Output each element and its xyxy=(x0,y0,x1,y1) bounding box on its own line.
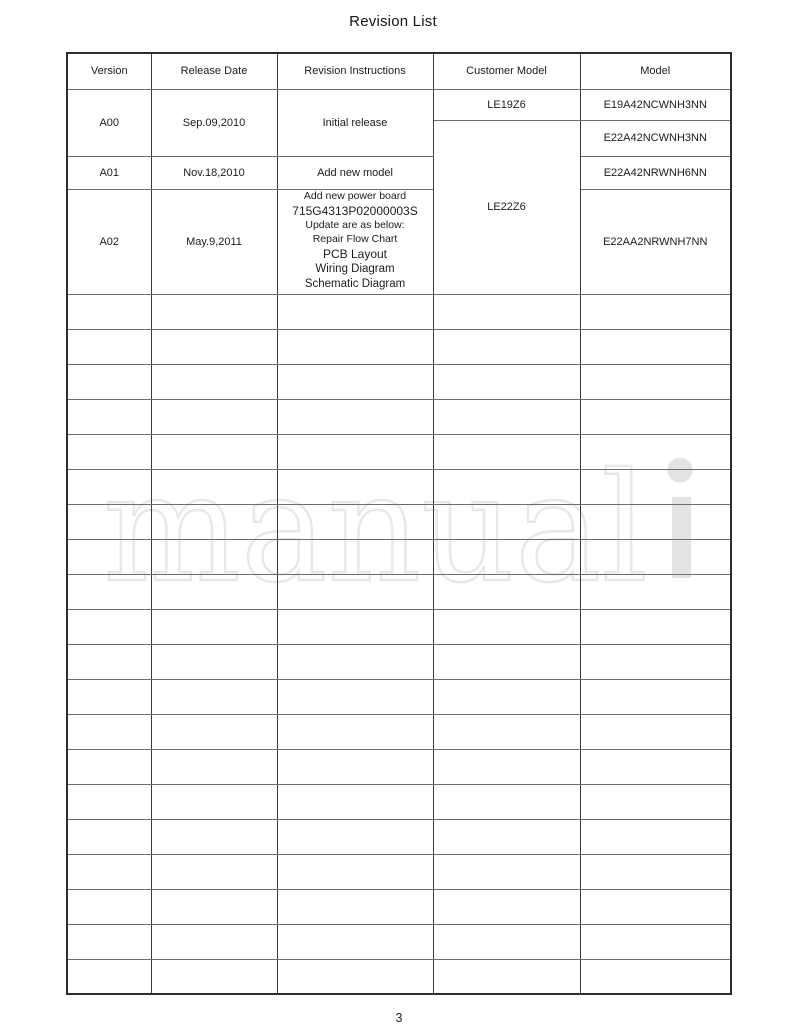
instruction-line: Update are as below: xyxy=(305,219,405,232)
revision-table-body xyxy=(67,53,731,994)
empty-cell xyxy=(67,329,151,364)
release-date-cell: Sep.09,2010 xyxy=(151,89,277,156)
empty-table-row xyxy=(67,924,731,959)
empty-cell xyxy=(433,434,580,469)
empty-cell xyxy=(580,644,731,679)
revision-instructions-cell: Add new model xyxy=(277,156,433,189)
instruction-line: Wiring Diagram xyxy=(315,262,395,275)
instruction-line: Add new power board xyxy=(303,190,407,202)
empty-cell xyxy=(67,364,151,399)
empty-cell xyxy=(277,364,433,399)
empty-cell xyxy=(277,819,433,854)
empty-table-row xyxy=(67,959,731,994)
empty-cell xyxy=(433,714,580,749)
empty-cell xyxy=(433,889,580,924)
empty-cell xyxy=(67,539,151,574)
empty-cell xyxy=(151,714,277,749)
empty-cell xyxy=(580,854,731,889)
empty-cell xyxy=(151,504,277,539)
empty-cell xyxy=(151,364,277,399)
empty-cell xyxy=(67,924,151,959)
empty-cell xyxy=(67,504,151,539)
empty-cell xyxy=(151,679,277,714)
instruction-line: 715G4313P02000003S xyxy=(292,203,418,218)
page-number: 3 xyxy=(395,1011,403,1025)
empty-table-row xyxy=(67,539,731,574)
instruction-line: Repair Flow Chart xyxy=(312,232,398,245)
empty-cell xyxy=(277,714,433,749)
empty-cell xyxy=(433,609,580,644)
empty-table-row xyxy=(67,819,731,854)
empty-cell xyxy=(67,609,151,644)
empty-cell xyxy=(151,889,277,924)
empty-table-row xyxy=(67,854,731,889)
empty-cell xyxy=(67,889,151,924)
empty-cell xyxy=(433,854,580,889)
empty-cell xyxy=(433,399,580,434)
header-row xyxy=(67,53,731,89)
empty-cell xyxy=(277,644,433,679)
empty-cell xyxy=(151,644,277,679)
revision-instructions-cell: Initial release xyxy=(277,89,433,156)
empty-cell xyxy=(433,329,580,364)
empty-cell xyxy=(151,784,277,819)
model-cell: E19A42NCWNH3NN xyxy=(580,89,731,120)
empty-cell xyxy=(433,504,580,539)
empty-table-row xyxy=(67,364,731,399)
empty-cell xyxy=(67,399,151,434)
empty-table-row xyxy=(67,889,731,924)
empty-cell xyxy=(277,679,433,714)
empty-cell xyxy=(433,819,580,854)
empty-table-row xyxy=(67,644,731,679)
empty-cell xyxy=(277,749,433,784)
instruction-line: Schematic Diagram xyxy=(304,278,406,291)
model-cell: E22A42NRWNH6NN xyxy=(580,156,731,189)
model-cell: E22AA2NRWNH7NN xyxy=(580,189,731,294)
table-row xyxy=(67,189,731,294)
revision-instructions-cell xyxy=(277,189,433,294)
empty-cell xyxy=(580,679,731,714)
column-header-revision-instructions: Revision Instructions xyxy=(277,53,433,89)
empty-cell xyxy=(151,574,277,609)
empty-cell xyxy=(151,399,277,434)
empty-cell xyxy=(580,959,731,994)
empty-cell xyxy=(151,434,277,469)
empty-table-row xyxy=(67,294,731,329)
empty-table-row xyxy=(67,329,731,364)
empty-cell xyxy=(580,714,731,749)
column-header-release-date: Release Date xyxy=(151,53,277,89)
empty-cell xyxy=(151,469,277,504)
empty-cell xyxy=(67,679,151,714)
empty-cell xyxy=(67,819,151,854)
empty-cell xyxy=(67,959,151,994)
release-date-cell: May.9,2011 xyxy=(151,189,277,294)
customer-model-cell: LE22Z6 xyxy=(433,120,580,294)
empty-cell xyxy=(277,854,433,889)
column-header-version: Version xyxy=(67,53,151,89)
empty-cell xyxy=(151,819,277,854)
empty-cell xyxy=(580,749,731,784)
empty-cell xyxy=(580,609,731,644)
empty-cell xyxy=(433,784,580,819)
empty-cell xyxy=(580,399,731,434)
empty-table-row xyxy=(67,609,731,644)
empty-cell xyxy=(580,819,731,854)
instruction-line: PCB Layout xyxy=(322,246,388,261)
empty-cell xyxy=(151,854,277,889)
empty-cell xyxy=(277,399,433,434)
empty-cell xyxy=(580,504,731,539)
empty-cell xyxy=(277,539,433,574)
empty-cell xyxy=(433,959,580,994)
empty-cell xyxy=(277,469,433,504)
empty-cell xyxy=(580,329,731,364)
column-header-customer-model: Customer Model xyxy=(433,53,580,89)
empty-cell xyxy=(433,469,580,504)
empty-cell xyxy=(433,679,580,714)
empty-cell xyxy=(580,364,731,399)
empty-cell xyxy=(67,294,151,329)
empty-cell xyxy=(151,749,277,784)
empty-cell xyxy=(433,539,580,574)
empty-cell xyxy=(580,924,731,959)
empty-cell xyxy=(580,574,731,609)
empty-cell xyxy=(277,504,433,539)
column-header-model: Model xyxy=(580,53,731,89)
empty-cell xyxy=(277,924,433,959)
empty-cell xyxy=(433,644,580,679)
release-date-cell: Nov.18,2010 xyxy=(151,156,277,189)
empty-cell xyxy=(67,469,151,504)
empty-cell xyxy=(277,889,433,924)
watermark-outline-text: manual xyxy=(103,442,648,600)
empty-cell xyxy=(151,924,277,959)
empty-cell xyxy=(433,294,580,329)
empty-cell xyxy=(151,959,277,994)
empty-cell xyxy=(67,749,151,784)
empty-cell xyxy=(67,644,151,679)
model-cell: E22A42NCWNH3NN xyxy=(580,120,731,156)
page-title: Revision List xyxy=(349,13,437,30)
empty-cell xyxy=(277,434,433,469)
empty-cell xyxy=(151,294,277,329)
empty-cell xyxy=(580,294,731,329)
empty-cell xyxy=(433,749,580,784)
empty-table-row xyxy=(67,679,731,714)
table-row xyxy=(67,156,731,189)
customer-model-cell: LE19Z6 xyxy=(433,89,580,120)
table-row xyxy=(67,89,731,120)
empty-table-row xyxy=(67,574,731,609)
empty-cell xyxy=(277,784,433,819)
empty-cell xyxy=(277,294,433,329)
empty-cell xyxy=(580,784,731,819)
empty-cell xyxy=(151,539,277,574)
empty-table-row xyxy=(67,504,731,539)
empty-cell xyxy=(433,924,580,959)
empty-cell xyxy=(67,714,151,749)
revision-table xyxy=(66,52,732,995)
empty-cell xyxy=(433,364,580,399)
version-cell: A02 xyxy=(67,189,151,294)
empty-cell xyxy=(580,434,731,469)
empty-cell xyxy=(277,609,433,644)
empty-table-row xyxy=(67,399,731,434)
empty-cell xyxy=(67,854,151,889)
empty-table-row xyxy=(67,784,731,819)
empty-cell xyxy=(151,329,277,364)
empty-cell xyxy=(151,609,277,644)
empty-cell xyxy=(580,889,731,924)
empty-cell xyxy=(277,329,433,364)
empty-cell xyxy=(580,469,731,504)
empty-cell xyxy=(433,574,580,609)
empty-cell xyxy=(277,959,433,994)
version-cell: A01 xyxy=(67,156,151,189)
empty-table-row xyxy=(67,469,731,504)
empty-cell xyxy=(67,434,151,469)
empty-cell xyxy=(67,784,151,819)
empty-table-row xyxy=(67,434,731,469)
version-cell: A00 xyxy=(67,89,151,156)
empty-cell xyxy=(277,574,433,609)
empty-table-row xyxy=(67,749,731,784)
empty-cell xyxy=(580,539,731,574)
empty-table-row xyxy=(67,714,731,749)
empty-cell xyxy=(67,574,151,609)
